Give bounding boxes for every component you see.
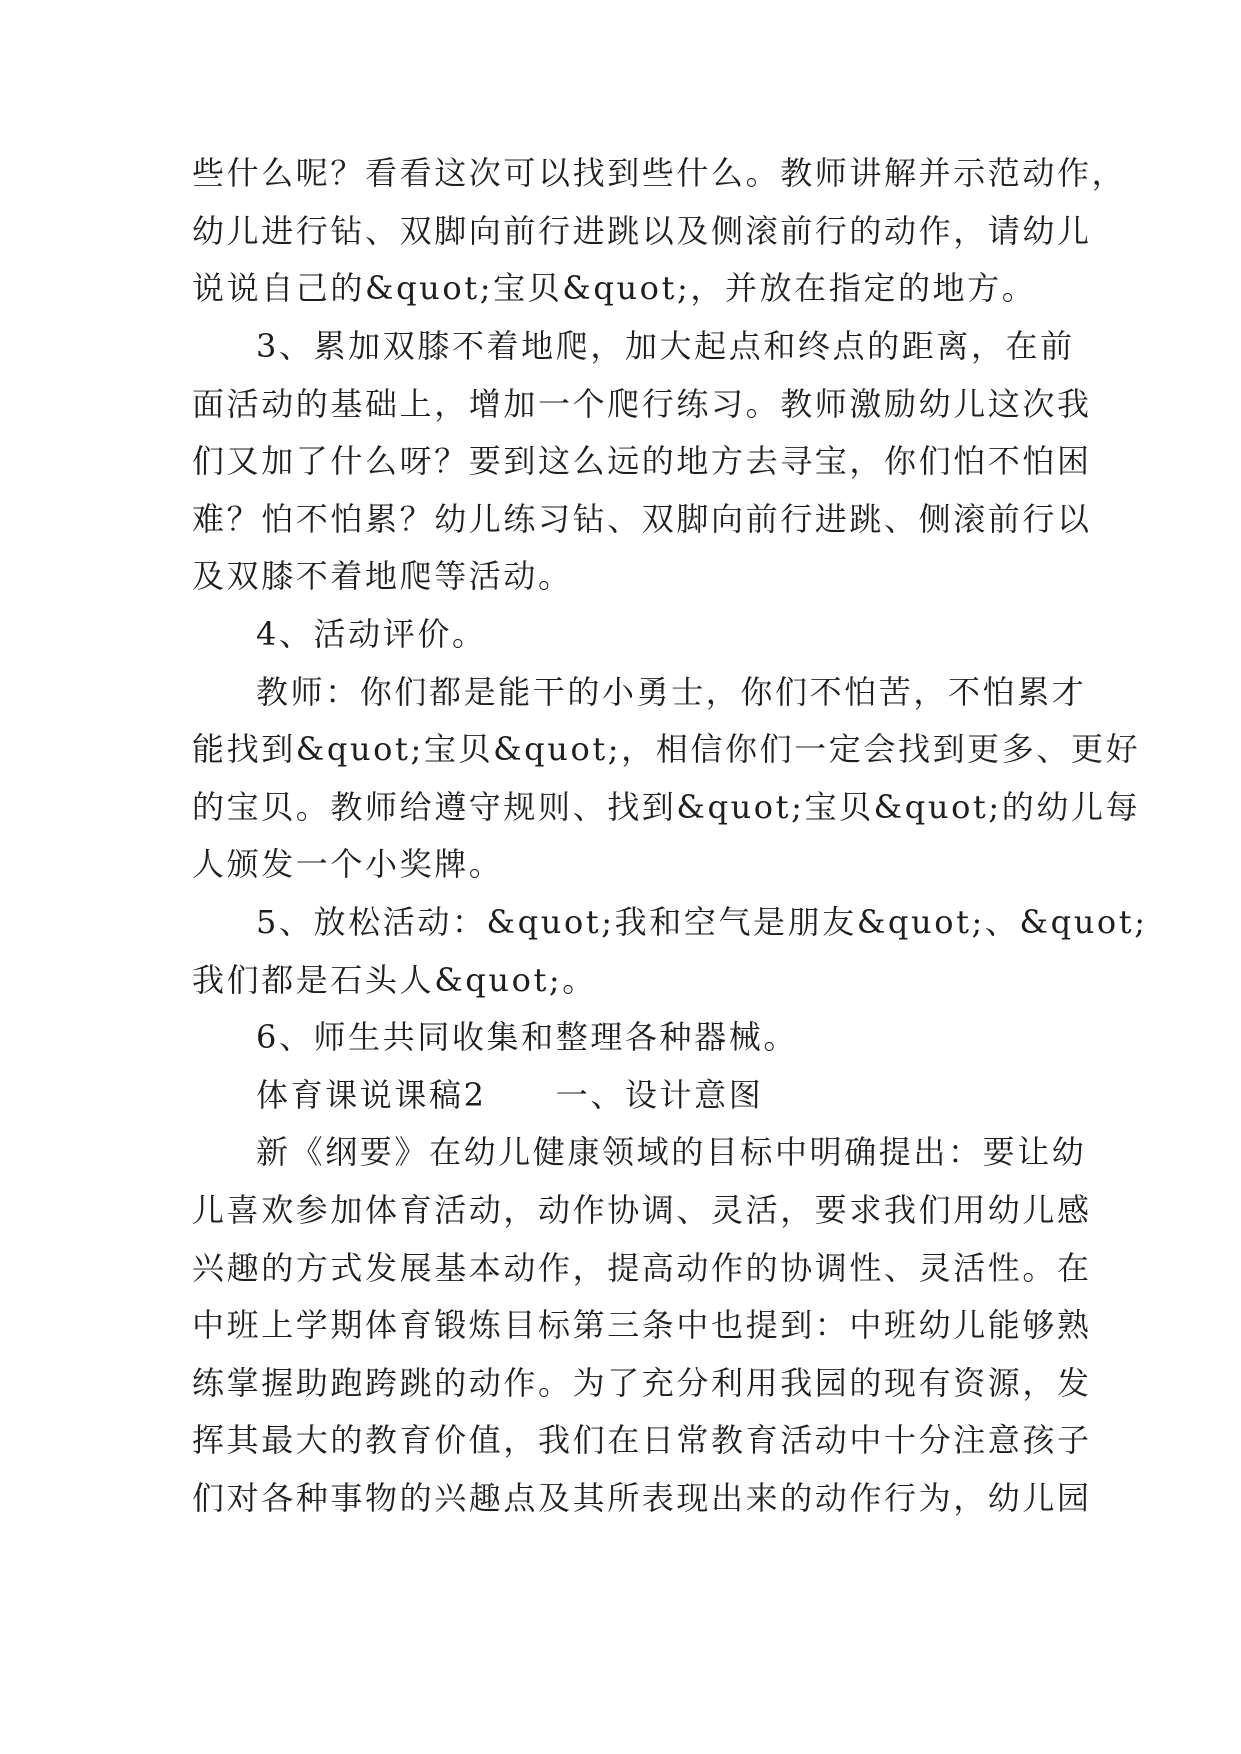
text-line: 们对各种事物的兴趣点及其所表现出来的动作行为，幼儿园 [192,1479,1092,1517]
text-line: 说说自己的&quot;宝贝&quot;，并放在指定的地方。 [192,269,1037,307]
text-line: 的宝贝。教师给遵守规则、找到&quot;宝贝&quot;的幼儿每 [192,788,1141,826]
text-line: 5、放松活动：&quot;我和空气是朋友&quot;、&quot; [256,903,1148,941]
text-line: 中班上学期体育锻炼目标第三条中也提到：中班幼儿能够熟 [192,1306,1092,1344]
text-line: 我们都是石头人&quot;。 [192,961,597,999]
text-line: 6、师生共同收集和整理各种器械。 [256,1018,798,1056]
text-line: 们又加了什么呀？要到这么远的地方去寻宝，你们怕不怕困 [192,442,1092,480]
text-line: 儿喜欢参加体育活动，动作协调、灵活，要求我们用幼儿感 [192,1191,1092,1229]
text-line: 练掌握助跑跨跳的动作。为了充分利用我园的现有资源，发 [192,1364,1092,1402]
text-line: 难？怕不怕累？幼儿练习钻、双脚向前行进跳、侧滚前行以 [192,500,1092,538]
text-line: 些什么呢？看看这次可以找到些什么。教师讲解并示范动作， [192,154,1127,192]
text-line: 面活动的基础上，增加一个爬行练习。教师激励幼儿这次我 [192,385,1092,423]
text-line: 新《纲要》在幼儿健康领域的目标中明确提出：要让幼 [256,1133,1087,1171]
text-line: 及双膝不着地爬等活动。 [192,557,573,595]
text-line: 能找到&quot;宝贝&quot;，相信你们一定会找到更多、更好 [192,730,1141,768]
text-line: 3、累加双膝不着地爬，加大起点和终点的距离，在前 [256,327,1075,365]
text-line: 4、活动评价。 [256,615,487,653]
text-line: 人颁发一个小奖牌。 [192,845,504,883]
text-line: 挥其最大的教育价值，我们在日常教育活动中十分注意孩子 [192,1421,1092,1459]
text-line: 兴趣的方式发展基本动作，提高动作的协调性、灵活性。在 [192,1249,1092,1287]
text-line: 教师：你们都是能干的小勇士，你们不怕苦，不怕累才 [256,673,1087,711]
text-line: 幼儿进行钻、双脚向前行进跳以及侧滚前行的动作，请幼儿 [192,212,1092,250]
section-heading: 体育课说课稿2 一、设计意图 [256,1076,764,1114]
